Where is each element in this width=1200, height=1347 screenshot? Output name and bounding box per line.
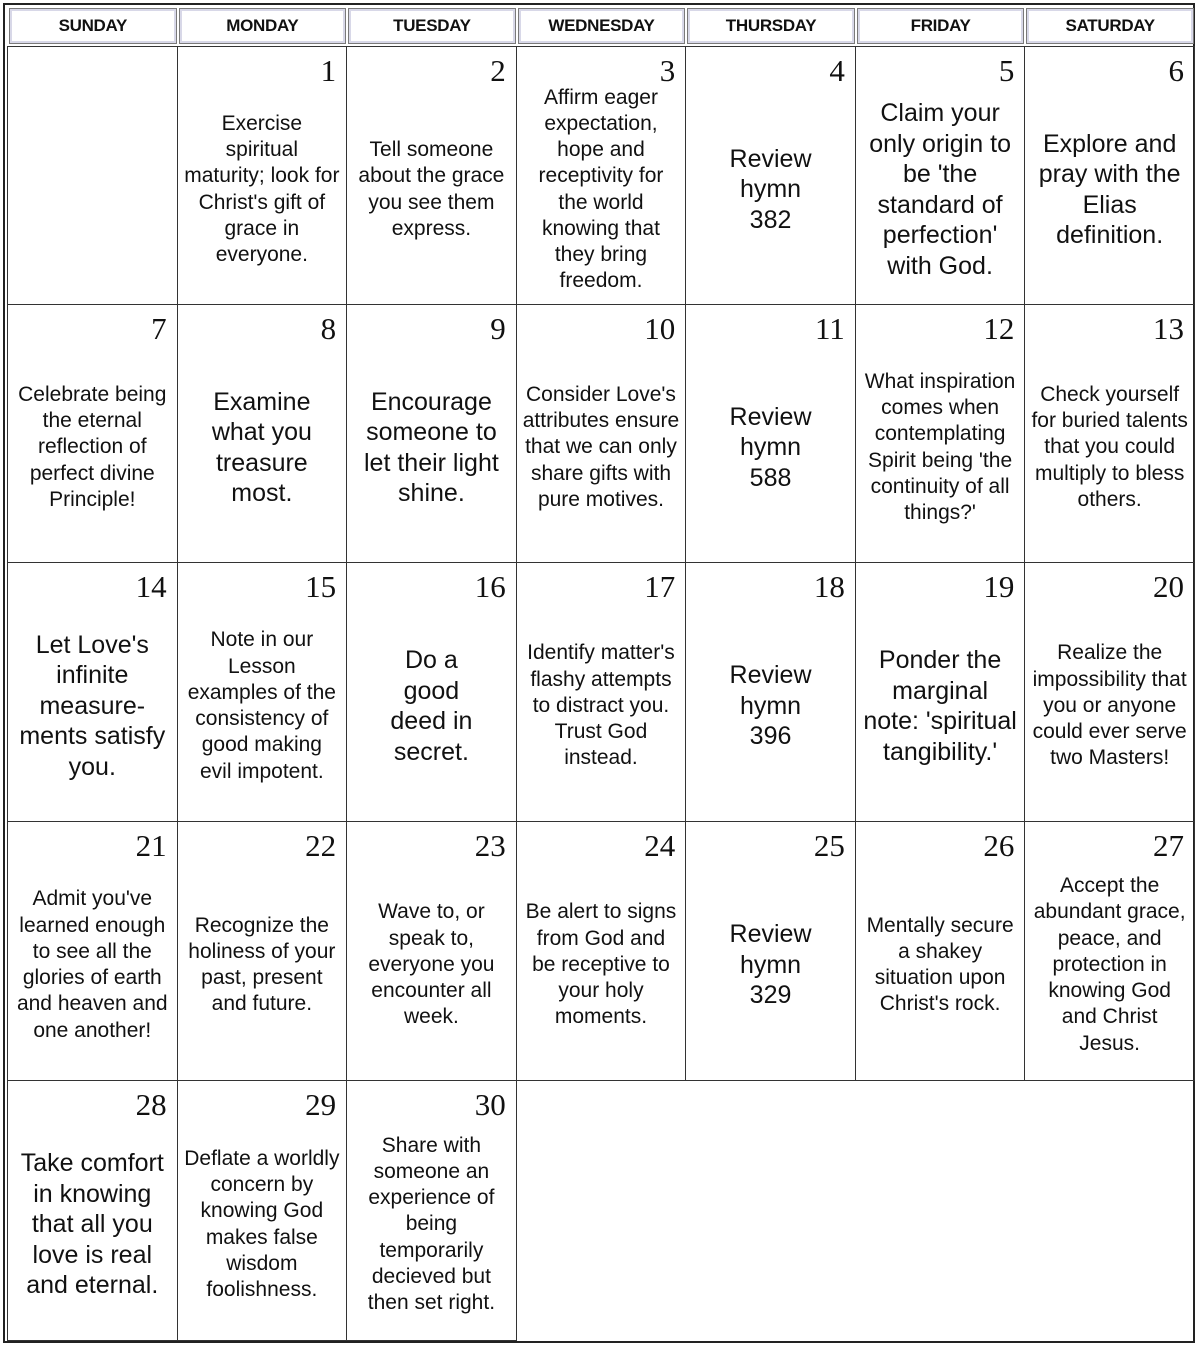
day-cell	[346, 821, 517, 1081]
day-text: Ponder the marginal note: 'spiritual tangibility.'	[863, 646, 1017, 766]
day-text: Review hymn 329	[729, 920, 812, 1010]
day-number: 13	[1152, 311, 1184, 346]
day-text: Tell someone about the grace you see them express.	[358, 138, 505, 240]
day-cell	[7, 304, 178, 563]
day-text: Review hymn 382	[729, 144, 812, 234]
day-text: Let Love's infinite measure-ments satisfy you.	[19, 630, 166, 781]
day-cell-empty	[855, 1080, 1026, 1341]
weekday-thursday: THURSDAY	[687, 8, 855, 44]
day-number: 27	[1152, 828, 1184, 863]
weekday-wednesday: WEDNESDAY	[518, 8, 686, 44]
day-cell	[516, 304, 687, 563]
weekday-monday: MONDAY	[179, 8, 347, 44]
day-text: What inspiration comes when contemplating Spirit being 'the continuity of all things?'	[864, 369, 1016, 524]
day-cell	[855, 304, 1026, 563]
day-cell	[855, 46, 1026, 305]
day-text: Take comfort in knowing that all you love is real and eternal.	[20, 1149, 164, 1300]
day-text: Explore and pray with the Elias definition.	[1038, 129, 1181, 249]
day-text: Admit you've learned enough to see all the glories of earth and heaven and one another!	[16, 887, 168, 1042]
day-text: Claim your only origin to be 'the standard of perfection' with God.	[869, 99, 1011, 280]
day-number: 17	[644, 569, 676, 604]
day-cell	[1024, 821, 1195, 1081]
day-cell	[7, 1080, 178, 1341]
day-cell-empty	[516, 1080, 687, 1341]
day-number: 28	[135, 1087, 167, 1122]
day-cell	[855, 821, 1026, 1081]
day-cell-empty	[685, 1080, 856, 1341]
day-cell	[346, 1080, 517, 1341]
day-number: 8	[320, 311, 337, 346]
day-cell	[177, 46, 348, 305]
day-cell-empty	[7, 46, 178, 305]
day-text: Do a good deed in secret.	[390, 646, 473, 766]
day-number: 24	[644, 828, 676, 863]
day-number: 4	[829, 53, 845, 88]
day-number: 25	[813, 828, 845, 863]
day-cell	[1024, 562, 1195, 822]
day-cell	[516, 821, 687, 1081]
day-number: 10	[644, 311, 676, 346]
day-text: Be alert to signs from God and be receptive to your holy moments.	[525, 900, 677, 1029]
day-number: 29	[305, 1087, 337, 1122]
day-text: Exercise spiritual maturity; look for Christ's gift of grace in everyone.	[184, 111, 340, 266]
day-cell	[177, 1080, 348, 1341]
day-grid	[8, 46, 1195, 1340]
day-number: 2	[490, 53, 506, 88]
day-cell	[685, 562, 856, 822]
day-cell	[177, 821, 348, 1081]
day-cell	[346, 46, 517, 305]
day-text: Examine what you treasure most.	[211, 387, 312, 507]
day-text: Affirm eager expectation, hope and receptivity for the world knowing that they bring freedom.	[538, 85, 664, 293]
day-number: 12	[983, 311, 1015, 346]
day-number: 7	[151, 311, 167, 346]
day-number: 23	[474, 828, 506, 863]
day-number: 5	[998, 53, 1015, 88]
day-cell	[685, 46, 856, 305]
day-cell	[7, 562, 178, 822]
weekday-tuesday: TUESDAY	[348, 8, 516, 44]
day-cell	[7, 821, 178, 1081]
day-number: 3	[659, 53, 676, 88]
day-cell	[1024, 304, 1195, 563]
day-number: 14	[135, 569, 167, 604]
day-number: 16	[474, 569, 506, 604]
day-number: 26	[983, 828, 1015, 863]
day-cell	[516, 562, 687, 822]
day-text: Accept the abundant grace, peace, and protection in knowing God and Christ Jesus.	[1033, 874, 1186, 1055]
day-text: Celebrate being the eternal reflection of perfect divine Principle!	[18, 382, 167, 511]
weekday-header	[8, 8, 1195, 46]
day-cell	[516, 46, 687, 305]
day-number: 15	[305, 569, 337, 604]
day-text: Check yourself for buried talents that you could multiply to bless others.	[1031, 382, 1188, 511]
day-number: 9	[490, 311, 506, 346]
day-cell	[177, 562, 348, 822]
day-text: Review hymn 396	[729, 661, 812, 751]
day-text: Note in our Lesson examples of the consistency of good making evil impotent.	[187, 628, 336, 783]
day-cell	[346, 562, 517, 822]
calendar	[8, 8, 1195, 1340]
weekday-sunday: SUNDAY	[9, 8, 177, 44]
weekday-saturday: SATURDAY	[1026, 8, 1194, 44]
day-text: Recognize the holiness of your past, present and future.	[188, 913, 336, 1016]
day-text: Share with someone an experience of being temporarily decieved but then set right.	[367, 1133, 496, 1315]
day-cell	[855, 562, 1026, 822]
day-text: Identify matter's flashy attempts to distract you. Trust God instead.	[527, 641, 675, 770]
day-number: 1	[320, 53, 337, 88]
day-text: Wave to, or speak to, everyone you encounter all week.	[368, 900, 495, 1029]
day-cell	[1024, 46, 1195, 305]
day-number: 30	[474, 1087, 506, 1122]
day-text: Consider Love's attributes ensure that we can only share gifts with pure motives.	[522, 382, 680, 511]
weekday-friday: FRIDAY	[857, 8, 1025, 44]
day-cell	[685, 304, 856, 563]
day-number: 19	[983, 569, 1015, 604]
day-text: Mentally secure a shakey situation upon Christ's rock.	[866, 913, 1014, 1016]
day-cell	[685, 821, 856, 1081]
day-number: 21	[135, 828, 167, 863]
day-cell-empty	[1024, 1080, 1195, 1341]
day-cell	[177, 304, 348, 563]
day-text: Realize the impossibility that you or anyone could ever serve two Masters!	[1032, 641, 1187, 770]
day-number: 18	[813, 569, 845, 604]
day-text: Deflate a worldly concern by knowing God makes false wisdom foolishness.	[184, 1146, 340, 1301]
day-number: 20	[1152, 569, 1184, 604]
day-number: 22	[305, 828, 337, 863]
day-number: 11	[814, 311, 845, 346]
day-number: 6	[1168, 53, 1184, 88]
day-text: Review hymn 588	[729, 402, 812, 492]
day-text: Encourage someone to let their light shine.	[364, 387, 499, 507]
day-cell	[346, 304, 517, 563]
